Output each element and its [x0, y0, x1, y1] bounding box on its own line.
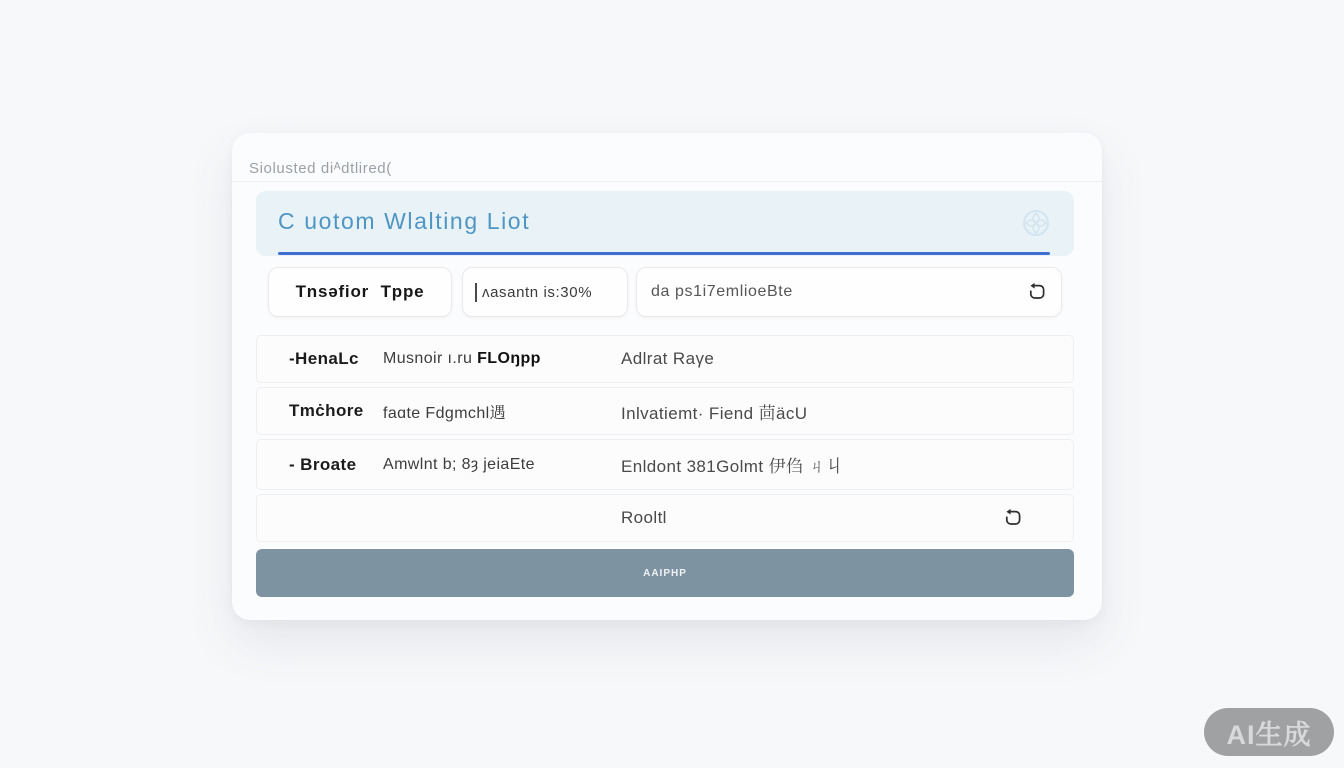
- row-label: -HenaLc: [289, 349, 359, 368]
- row-label: Tmċhore: [289, 401, 364, 420]
- row-label: - Broate: [289, 454, 357, 474]
- table-row[interactable]: [256, 387, 1074, 435]
- submit-button[interactable]: [256, 549, 1074, 597]
- search-input-value: da ps1i7emlioeBte: [651, 283, 793, 300]
- row-value: faɑte Fdgmchl遇: [383, 404, 506, 422]
- data-table: [256, 335, 1074, 546]
- amount-input[interactable]: [462, 267, 628, 317]
- dialog-card: [232, 133, 1102, 620]
- row-detail: Rooltl: [621, 508, 667, 527]
- window-title: Siolusted diᴬdtlired(: [249, 160, 392, 177]
- dialog-header-title: C uotom Wlalting Liot: [278, 208, 531, 234]
- row-detail: Enldont 381Golmt 伊㑇 ㄐ丩: [621, 457, 844, 476]
- text-cursor: [475, 283, 477, 302]
- amount-input-value: ʌasantn is:30%: [482, 283, 593, 301]
- row-value: Musnoir ı.ru FLOŋpp: [383, 350, 541, 367]
- table-row[interactable]: [256, 335, 1074, 383]
- search-input[interactable]: [636, 267, 1062, 317]
- row-value: Amwlnt b; 8ȝ jeiaEte: [383, 455, 535, 473]
- header-accent-underline: [278, 252, 1050, 255]
- reload-icon[interactable]: [1003, 508, 1023, 528]
- row-detail: Inlvatiemt· Fiend 茴äcU: [621, 403, 808, 423]
- submit-button-label: AAIPHP: [643, 567, 687, 579]
- dialog-header: [256, 191, 1074, 256]
- watermark-label: AI生成: [1226, 719, 1312, 750]
- reload-icon[interactable]: [1027, 282, 1047, 302]
- table-row[interactable]: [256, 439, 1074, 490]
- row-detail: Adlrat Raγe: [621, 349, 715, 368]
- table-row[interactable]: [256, 494, 1074, 542]
- ai-generated-watermark: [1204, 708, 1334, 756]
- circle-flower-icon: [1020, 207, 1052, 239]
- title-divider: [232, 181, 1102, 182]
- transfer-type-button[interactable]: Tnsəfior Tppe: [268, 267, 452, 317]
